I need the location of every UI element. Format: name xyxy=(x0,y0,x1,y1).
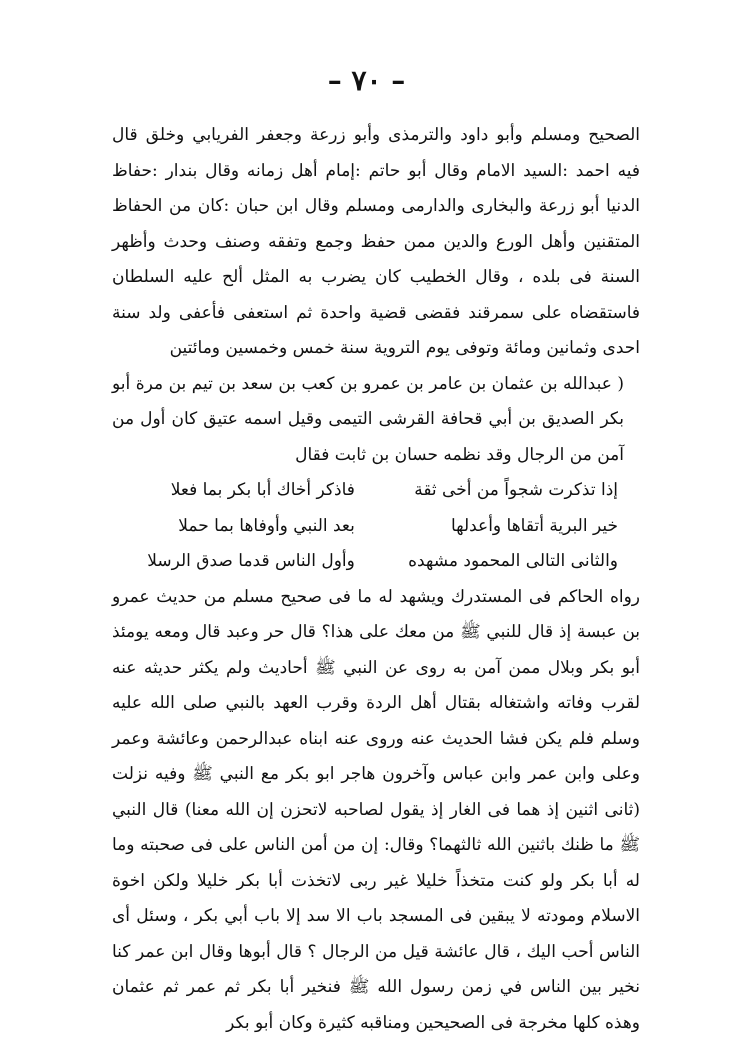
page-number: – ٧٠ – xyxy=(327,64,406,97)
paragraph-biography: الصحيح ومسلم وأبو داود والترمذى وأبو زرعة وجعفر الفريابي وخلق قال فيه احمد :السيد الامام وقال أبو حاتم :إمام أهل زمانه وقال بندار :حفاظ الدنيا أبو زرعة والبخارى والدارمى ومسلم وقال ابن حبان :كان من الحفاظ المتقنين وأهل الورع والدين ممن حفظ وجمع وتفقه وصنف وحدث وأظهر السنة فى بلده ، وقال الخطيب كان يضرب به المثل ألح عليه السلطان فاستقضاه على سمرقند فقضى قضية واحدة ثم استعفى فأعفى ولد سنة احدى وثمانين ومائة وتوفى يوم التروية سنة خمس وخمسين ومائتين xyxy=(112,125,640,358)
verse-first-hemistich: خير البرية أتقاها وأعدلها xyxy=(450,515,618,536)
body-text xyxy=(112,118,640,1041)
poem-verse xyxy=(112,544,640,580)
poem-verse xyxy=(112,509,640,545)
verse-first-hemistich: إذا تذكرت شجواً من أخى ثقة xyxy=(414,480,618,500)
verse-second-hemistich: بعد النبي وأوفاها بما حملا xyxy=(178,515,355,536)
paragraph-abu-bakr-intro: ( عبدالله بن عثمان بن عامر بن عمرو بن كعب بن سعد بن تيم بن مرة أبو بكر الصديق بن أبي قحافة القرشى التيمى وقيل اسمه عتيق كان أول من آمن من الرجال وقد نظمه حسان بن ثابت فقال xyxy=(112,373,624,465)
poem-verse xyxy=(112,473,640,509)
verse-second-hemistich: وأول الناس قدما صدق الرسلا xyxy=(147,551,355,571)
verse-first-hemistich: والثانى التالى المحمود مشهده xyxy=(408,551,618,571)
paragraph-hadith-narration: رواه الحاكم فى المستدرك ويشهد له ما فى صحيح مسلم من حديث عمرو بن عبسة إذ قال للنبي ﷺ من معك على هذا؟ قال حر وعبد قال ومعه يومئذ أبو بكر وبلال ممن آمن به روى عن النبي ﷺ أحاديث ولم يكثر حديثه عنه لقرب وفاته واشتغاله بقتال أهل الردة وقرب العهد بالنبي صلى الله عليه وسلم فلم يكن فشا الحديث عنه وروى عنه ابناه عبدالرحمن وعائشة وعمر وعلى وابن عمر وابن عباس وآخرون هاجر ابو بكر مع النبي ﷺ وفيه نزلت (ثانى اثنين إذ هما فى الغار إذ يقول لصاحبه لاتحزن إن الله معنا) قال النبي ﷺ ما ظنك باثنين الله ثالثهما؟ وقال: إن من أمن الناس على فى صحبته وما له أبا بكر ولو كنت متخذاً خليلا غير ربى لاتخذت أبا بكر خليلا ولكن اخوة الاسلام ومودته لا يبقين فى المسجد باب الا سد إلا باب أبي بكر ، وسئل أى الناس أحب اليك ، قال عائشة قيل من الرجال ؟ قال أبوها وقال ابن عمر كنا نخير بين الناس في زمن رسول الله ﷺ فنخير أبا بكر ثم عمر ثم عثمان وهذه كلها مخرجة فى الصحيحين ومناقبه كثيرة وكان أبو بكر xyxy=(112,586,640,1033)
verse-second-hemistich: فاذكر أخاك أبا بكر بما فعلا xyxy=(170,480,355,500)
